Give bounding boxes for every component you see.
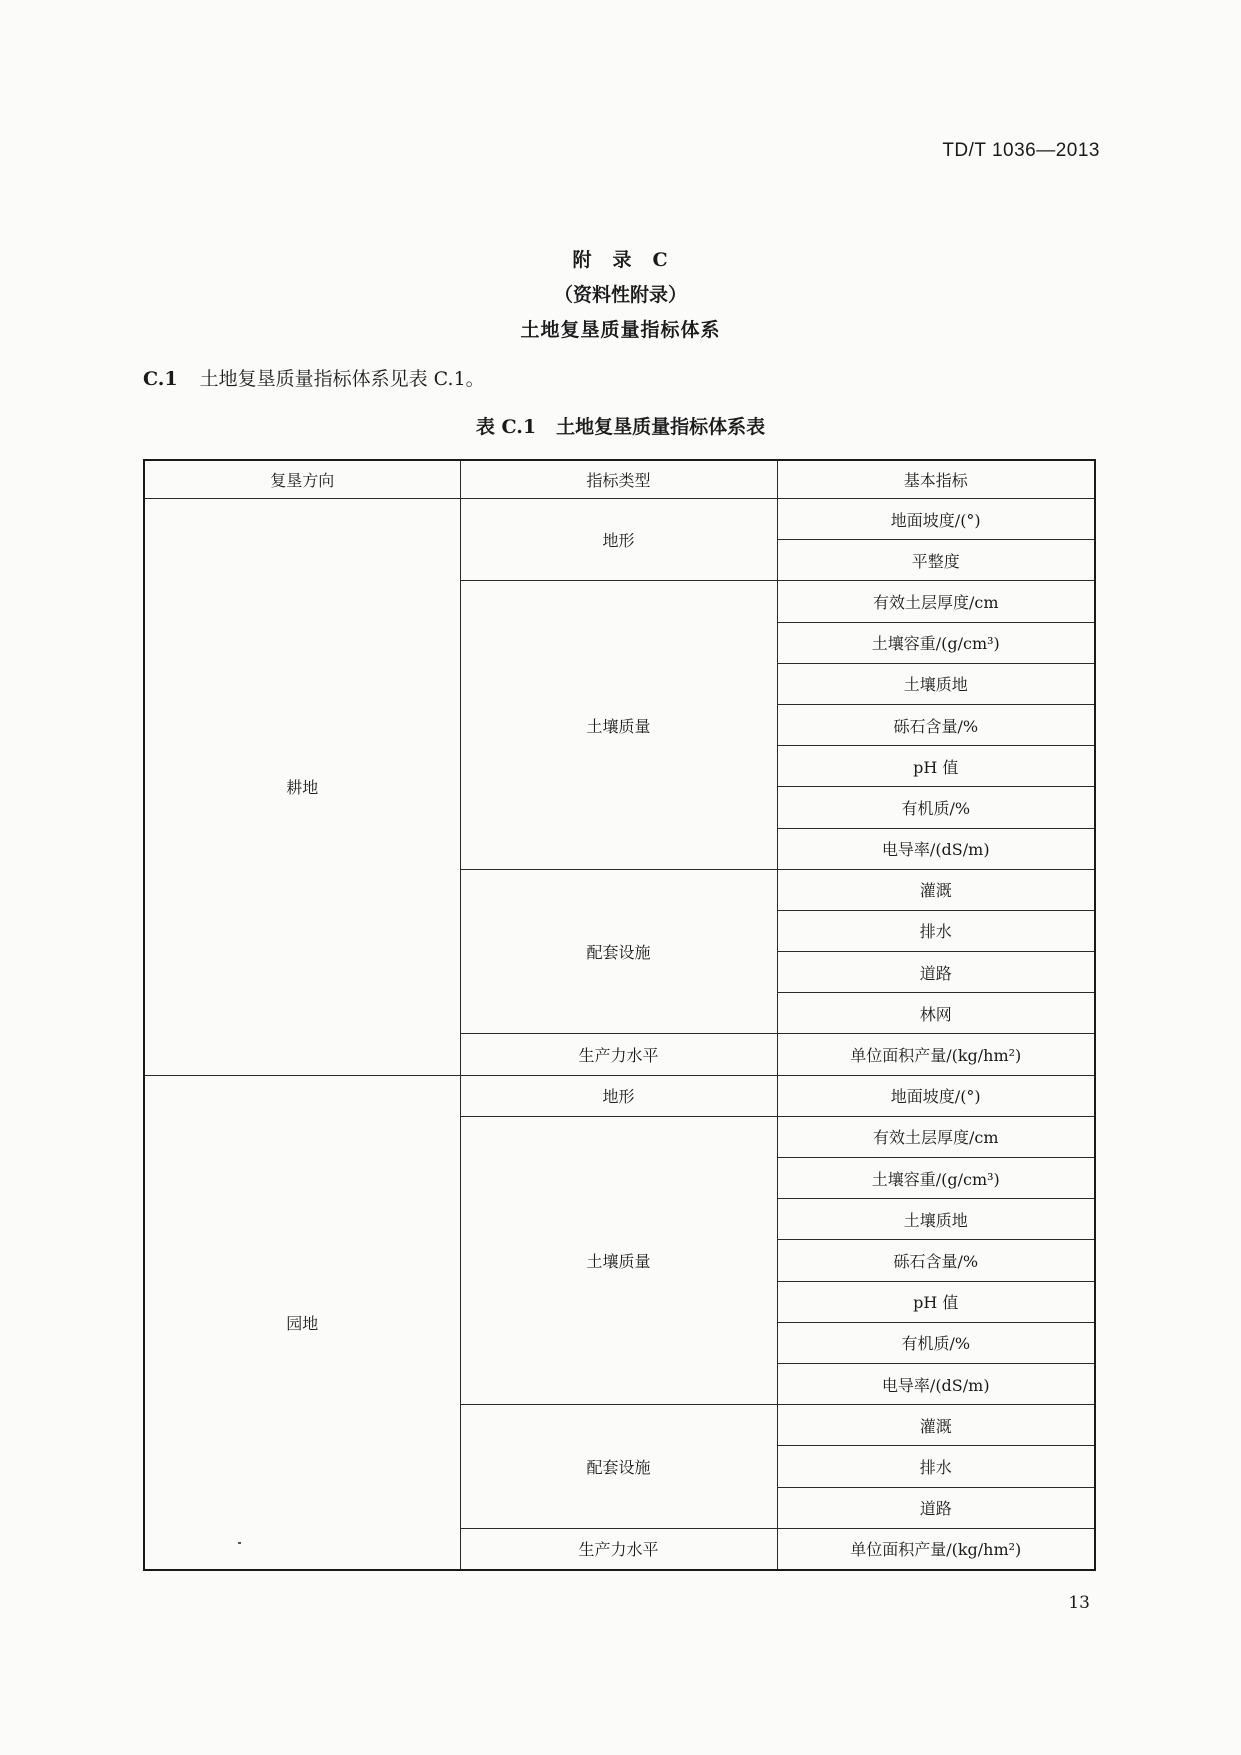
indicator-cell: 地面坡度/(°) bbox=[777, 1075, 1095, 1116]
header-indicator: 基本指标 bbox=[777, 460, 1095, 499]
indicator-cell: 道路 bbox=[777, 1487, 1095, 1528]
indicator-cell: 单位面积产量/(kg/hm²) bbox=[777, 1034, 1095, 1075]
clause-number: C.1 bbox=[143, 368, 178, 390]
indicator-cell: 土壤质地 bbox=[777, 1199, 1095, 1240]
table-caption bbox=[0, 412, 1241, 439]
indicator-cell: 地面坡度/(°) bbox=[777, 499, 1095, 540]
table-row bbox=[144, 1075, 1095, 1116]
appendix-name: 土地复垦质量指标体系 bbox=[520, 319, 721, 341]
indicator-cell: 有机质/% bbox=[777, 1322, 1095, 1363]
indicator-cell: 排水 bbox=[777, 910, 1095, 951]
indicator-cell: 土壤容重/(g/cm³) bbox=[777, 1158, 1095, 1199]
type-cell: 地形 bbox=[460, 499, 777, 581]
type-cell: 生产力水平 bbox=[460, 1528, 777, 1570]
direction-cell: 耕地 bbox=[144, 499, 460, 1076]
indicator-cell: 有效土层厚度/cm bbox=[777, 581, 1095, 622]
indicator-cell: 砾石含量/% bbox=[777, 704, 1095, 745]
indicator-cell: 灌溉 bbox=[777, 869, 1095, 910]
direction-cell: 园地 bbox=[144, 1075, 460, 1570]
indicator-cell: 单位面积产量/(kg/hm²) bbox=[777, 1528, 1095, 1570]
indicator-cell: 电导率/(dS/m) bbox=[777, 1363, 1095, 1404]
indicator-cell: 林网 bbox=[777, 993, 1095, 1034]
appendix-subtitle: （资料性附录） bbox=[553, 284, 687, 306]
type-cell: 土壤质量 bbox=[460, 1116, 777, 1404]
table-row bbox=[144, 499, 1095, 540]
indicator-cell: 排水 bbox=[777, 1446, 1095, 1487]
scan-speck bbox=[238, 1542, 241, 1544]
indicator-table bbox=[143, 459, 1096, 1571]
table-header-row bbox=[144, 460, 1095, 499]
indicator-cell: 平整度 bbox=[777, 540, 1095, 581]
header-direction: 复垦方向 bbox=[144, 460, 460, 499]
page-number: 13 bbox=[1068, 1593, 1090, 1613]
header-type: 指标类型 bbox=[460, 460, 777, 499]
type-cell: 土壤质量 bbox=[460, 581, 777, 869]
table-caption-title: 土地复垦质量指标体系表 bbox=[556, 416, 766, 438]
clause-paragraph bbox=[143, 364, 485, 391]
indicator-cell: 道路 bbox=[777, 952, 1095, 993]
indicator-cell: pH 值 bbox=[777, 1281, 1095, 1322]
type-cell: 配套设施 bbox=[460, 1405, 777, 1529]
type-cell: 生产力水平 bbox=[460, 1034, 777, 1075]
table-caption-number: 表 C.1 bbox=[475, 416, 537, 438]
indicator-cell: pH 值 bbox=[777, 746, 1095, 787]
indicator-cell: 有效土层厚度/cm bbox=[777, 1116, 1095, 1157]
indicator-cell: 土壤质地 bbox=[777, 663, 1095, 704]
indicator-cell: 有机质/% bbox=[777, 787, 1095, 828]
appendix-title: 附 录 C bbox=[572, 249, 669, 271]
indicator-cell: 灌溉 bbox=[777, 1405, 1095, 1446]
clause-text: 土地复垦质量指标体系见表 C.1。 bbox=[199, 368, 485, 390]
indicator-cell: 砾石含量/% bbox=[777, 1240, 1095, 1281]
indicator-cell: 电导率/(dS/m) bbox=[777, 828, 1095, 869]
document-code: TD/T 1036—2013 bbox=[942, 140, 1100, 161]
type-cell: 地形 bbox=[460, 1075, 777, 1116]
type-cell: 配套设施 bbox=[460, 869, 777, 1034]
indicator-cell: 土壤容重/(g/cm³) bbox=[777, 622, 1095, 663]
